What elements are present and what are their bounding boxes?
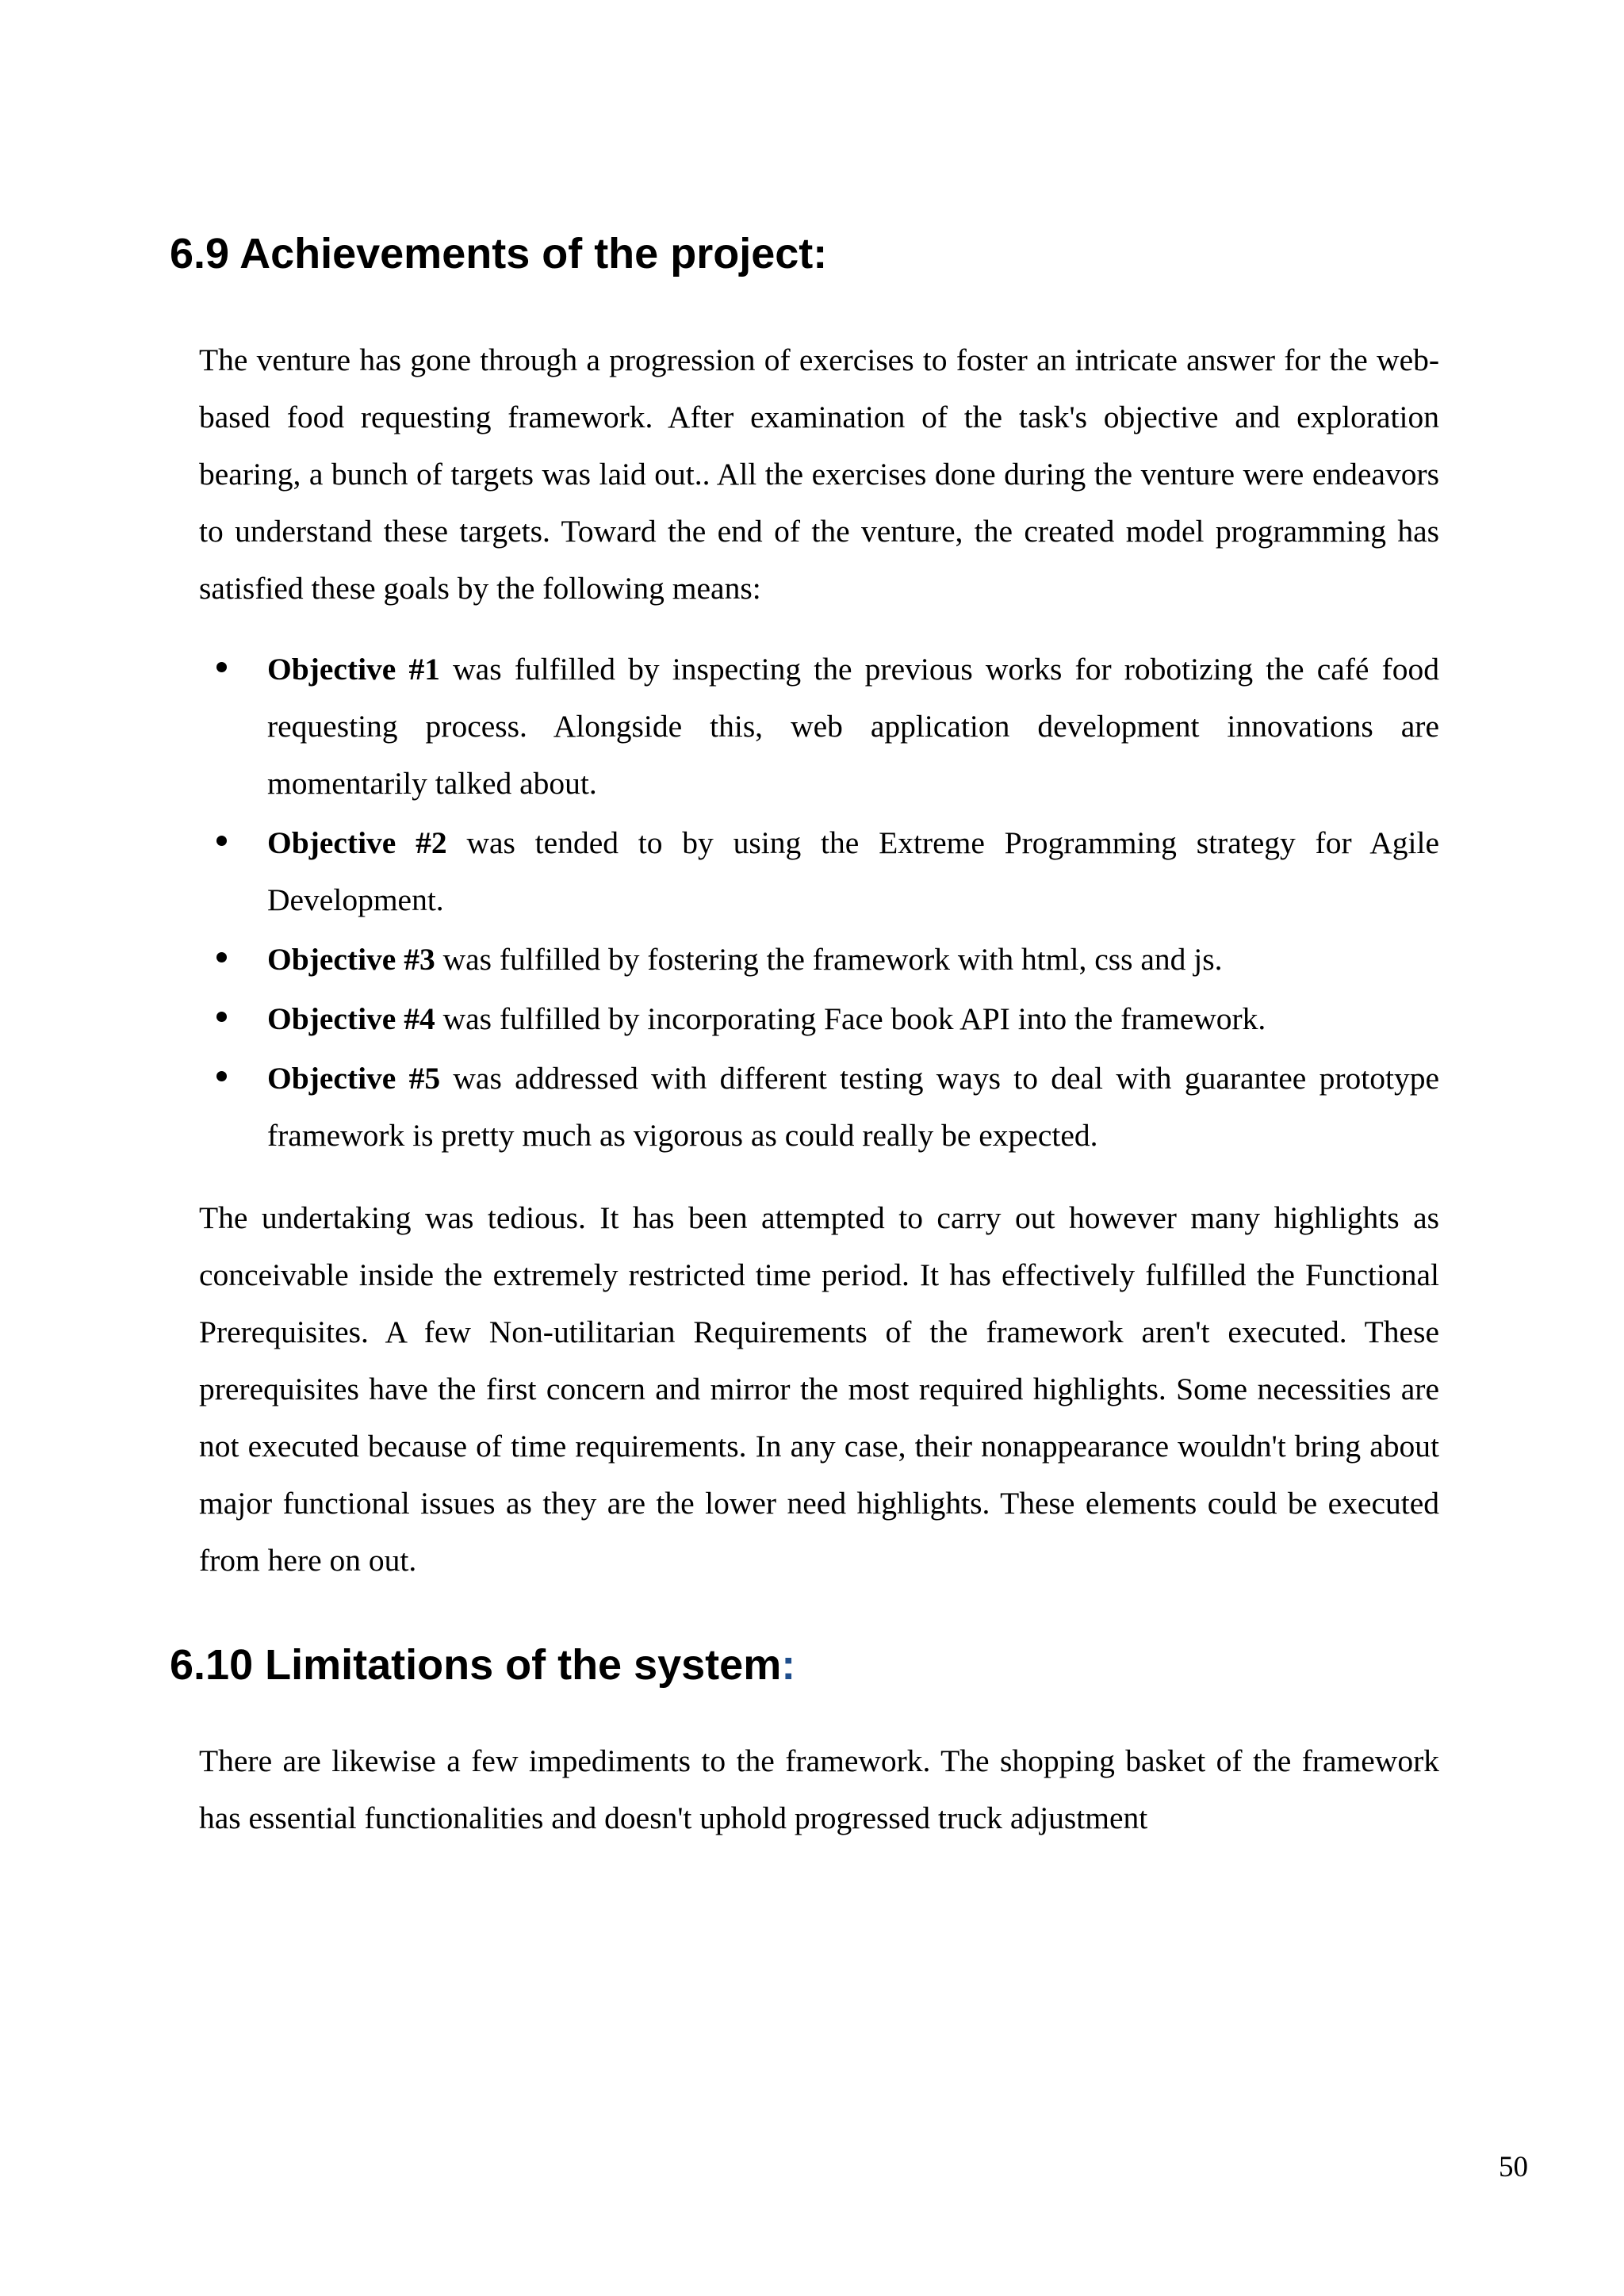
limitations-heading-colon: : bbox=[781, 1641, 796, 1689]
objective-label: Objective #4 bbox=[267, 1001, 435, 1036]
objective-item bbox=[199, 931, 1439, 988]
objective-item bbox=[199, 814, 1439, 928]
objective-label: Objective #1 bbox=[267, 652, 440, 687]
objective-text: was addressed with different testing ways to deal with guarantee prototype framework is pretty much as vigorous as could really be expected. bbox=[267, 1061, 1439, 1153]
page-number: 50 bbox=[1499, 2151, 1528, 2183]
objective-text: was fulfilled by inspecting the previous works for robotizing the café food requesting process. Alongside this, web application development innovations are momentarily talked about. bbox=[267, 652, 1439, 801]
objectives-list bbox=[199, 641, 1439, 1166]
section-heading-limitations bbox=[170, 1640, 795, 1690]
objective-item bbox=[199, 641, 1439, 812]
bullet-icon bbox=[216, 1071, 227, 1081]
objective-label: Objective #3 bbox=[267, 942, 435, 977]
achievements-conclusion-paragraph: The undertaking was tedious. It has been attempted to carry out however many highlights as conceivable inside the extremely restricted time period. It has effectively fulfilled the Functional Prerequisites. A few Non-utilitarian Requirements of the framework aren't executed. These prerequisites have the first concern and mirror the most required highlights. Some necessities are not executed because of time requirements. In any case, their nonappearance wouldn't bring about major functional issues as they are the lower need highlights. These elements could be executed from here on out. bbox=[199, 1200, 1439, 1578]
limitations-paragraph: There are likewise a few impediments to the framework. The shopping basket of the framework has essential functionalities and doesn't uphold progressed truck adjustment bbox=[199, 1743, 1439, 1835]
objective-label: Objective #5 bbox=[267, 1061, 441, 1096]
objective-label: Objective #2 bbox=[267, 825, 447, 860]
bullet-icon bbox=[216, 952, 227, 962]
objective-text: was fulfilled by incorporating Face book API into the framework. bbox=[435, 1001, 1266, 1036]
objective-item bbox=[199, 990, 1439, 1047]
bullet-icon bbox=[216, 836, 227, 846]
objective-text: was fulfilled by fostering the framework with html, css and js. bbox=[435, 942, 1223, 977]
limitations-heading-text: 6.10 Limitations of the system bbox=[170, 1641, 782, 1689]
objective-item bbox=[199, 1050, 1439, 1164]
bullet-icon bbox=[216, 1012, 227, 1022]
section-heading-achievements: 6.9 Achievements of the project: bbox=[170, 230, 828, 277]
objective-text: was tended to by using the Extreme Programming strategy for Agile Development. bbox=[267, 825, 1439, 917]
achievements-intro-paragraph: The venture has gone through a progression of exercises to foster an intricate answer for the web-based food requesting framework. After examination of the task's objective and exploration bearing, a bunch of targets was laid out.. All the exercises done during the venture were endeavors to understand these targets. Toward the end of the venture, the created model programming has satisfied these goals by the following means: bbox=[199, 342, 1439, 606]
bullet-icon bbox=[216, 662, 227, 672]
